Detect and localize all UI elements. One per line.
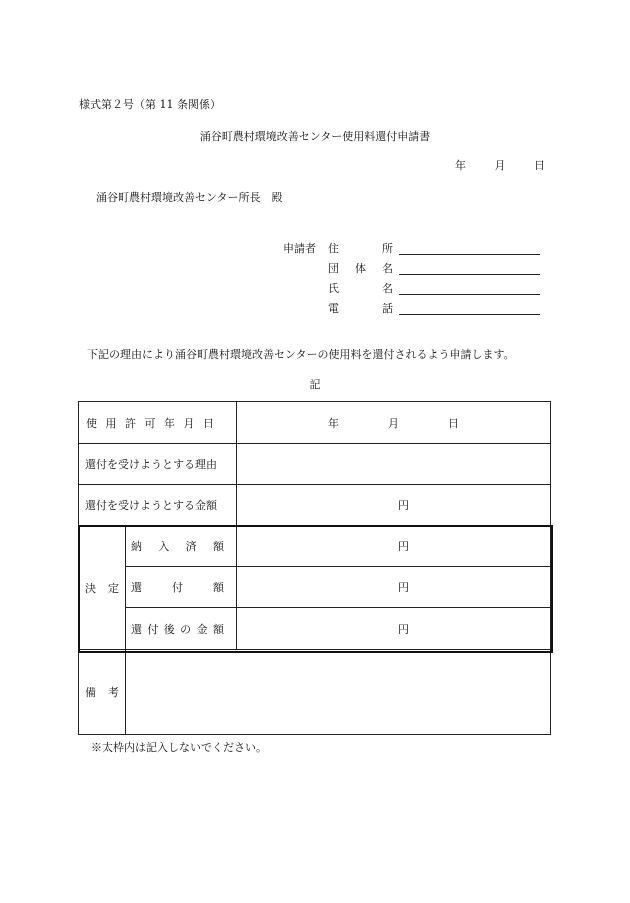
refund-reason-label: 還付を受けようとする理由 [79,444,237,485]
name-input-line[interactable] [399,294,540,295]
date-day: 日 [534,159,545,172]
table-row [79,485,551,526]
phone-input-line[interactable] [399,314,540,315]
document-title: 涌谷町農村環境改善センター使用料還付申請書 [199,130,431,143]
table-row [79,526,551,567]
usage-permit-date-label: 使 用 許 可 年 月 日 [79,402,237,444]
group-name-input-line[interactable] [399,274,540,275]
ki-heading: 記 [309,378,321,391]
remarks-value[interactable] [126,650,551,735]
phone-label: 電 話 [328,302,393,315]
date-year: 年 [455,159,466,172]
addressee: 涌谷町農村環境改善センター所長 殿 [96,191,283,204]
paid-amount-label: 納 入 済 額 [126,526,237,567]
form-number: 様式第２号（第 11 条関係） [79,98,221,111]
refund-reason-value[interactable] [237,444,551,485]
address-input-line[interactable] [399,254,540,255]
application-date [455,157,545,173]
usage-permit-date-value[interactable]: 年 月 日 [237,402,551,444]
paid-amount-value[interactable]: 円 [237,526,551,567]
table-row [79,650,551,735]
table-row [79,608,551,650]
refund-decided-value[interactable]: 円 [237,567,551,608]
footnote: ※太枠内は記入しないでください。 [91,741,267,754]
refund-decided-label: 還 付 額 [126,567,237,608]
refund-amount-value[interactable]: 円 [237,485,551,526]
decision-label: 決 定 [79,526,126,650]
table-row [79,567,551,608]
applicant-label: 申請者 [283,242,316,255]
refund-amount-label: 還付を受けようとする金額 [79,485,237,526]
refund-table [78,401,551,735]
after-refund-value[interactable]: 円 [237,608,551,650]
group-name-label: 団 体 名 [328,262,393,275]
table-row [79,402,551,444]
after-refund-label: 還 付 後 の 金 額 [126,608,237,650]
table-row [79,444,551,485]
remarks-label: 備 考 [79,650,126,735]
request-statement: 下記の理由により涌谷町農村環境改善センターの使用料を還付されるよう申請します。 [87,348,515,361]
address-label: 住 所 [328,242,393,255]
date-month: 月 [494,159,506,172]
name-label: 氏 名 [328,282,393,295]
